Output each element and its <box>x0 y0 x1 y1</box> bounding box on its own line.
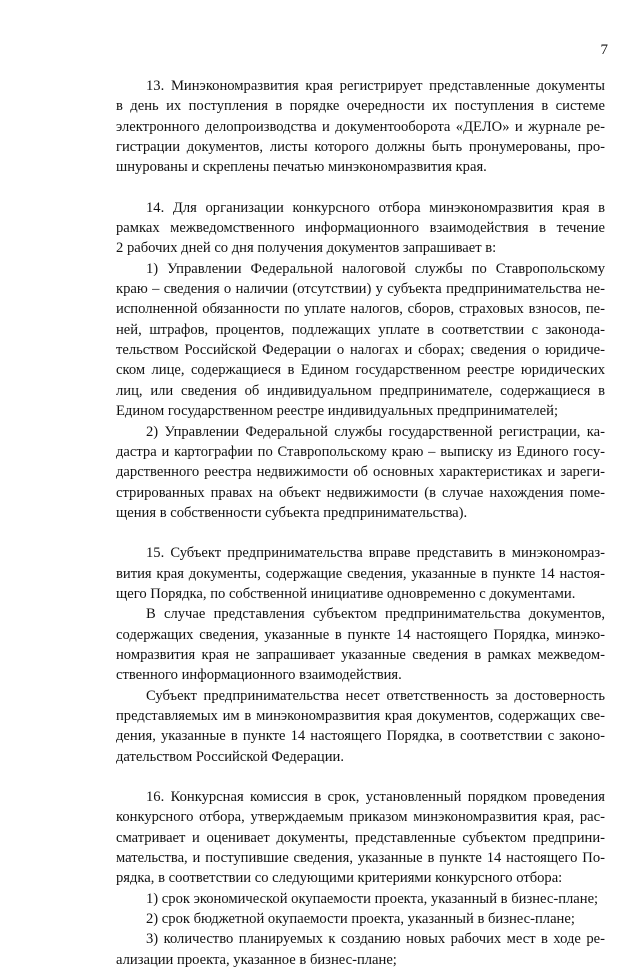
text-line: ализации проекта, указанное в бизнес-плане; <box>116 951 397 968</box>
paragraph-15-part-2 <box>116 604 605 685</box>
text-line: 15. Субъект предпринимательства вправе представить в минэкономраз- <box>146 545 605 562</box>
text-line: содержащих сведения, указанные в пункте 14 настоящего Порядка, минэко- <box>116 626 605 643</box>
text-line: 1) Управлении Федеральной налоговой службы по Ставропольскому <box>146 260 605 277</box>
paragraph-gap <box>116 523 605 543</box>
text-line: В случае представления субъектом предпринимательства документов, <box>146 606 605 623</box>
text-line: дения, указанные в пункте 14 настоящего Порядка, в соответствии с законо- <box>116 728 605 745</box>
text-line: 14. Для организации конкурсного отбора минэкономразвития края в <box>146 199 605 216</box>
text-line: стрированных правах на объект недвижимости (в случае нахождения поме- <box>116 484 605 501</box>
paragraph-14-item-2 <box>116 422 605 524</box>
text-line: представляемых им в минэкономразвития края документов, содержащих све- <box>116 707 605 724</box>
paragraph-14 <box>116 198 605 259</box>
text-line: лиц, или сведения об индивидуальном предпринимателе, содержащиеся в <box>116 382 605 399</box>
text-line: 2) Управлении Федеральной службы государственной регистрации, ка- <box>146 423 605 440</box>
text-line: сматривает и оценивает документы, представленные субъектом предприни- <box>116 829 605 846</box>
text-line: вития края документы, содержащие сведения, указанные в пункте 14 настоя- <box>116 565 605 582</box>
text-line: в день их поступления в порядке очередности их поступления в системе <box>116 98 605 115</box>
text-line: мательства, и поступившие сведения, указанные в пункте 14 настоящего По- <box>116 850 605 867</box>
text-line: конкурсного отбора, утверждаемым приказом минэкономразвития края, рас- <box>116 809 605 826</box>
text-line: Едином государственном реестре индивидуальных предпринимателей; <box>116 403 558 420</box>
text-line: дарственного реестра недвижимости об основных характеристиках и зареги- <box>116 464 605 481</box>
paragraph-16-item-2 <box>116 909 605 929</box>
paragraph-15-part-3 <box>116 686 605 767</box>
paragraph-16 <box>116 787 605 889</box>
text-line: 1) срок экономической окупаемости проекта, указанный в бизнес-плане; <box>146 890 599 907</box>
text-line: 2) срок бюджетной окупаемости проекта, указанный в бизнес-плане; <box>146 911 575 928</box>
text-line: 2 рабочих дней со дня получения документов запрашивает в: <box>116 240 497 257</box>
text-line: краю – сведения о наличии (отсутствии) у субъекта предпринимательства не- <box>116 281 605 298</box>
document-body <box>116 76 605 970</box>
paragraph-gap <box>116 178 605 198</box>
text-line: номразвития края не запрашивает указанные сведения в рамках межведом- <box>116 646 605 663</box>
text-line: ней, штрафов, процентов, подлежащих уплате в соответствии с законода- <box>116 321 605 338</box>
text-line: электронного делопроизводства и документооборота «ДЕЛО» и журнале ре- <box>116 118 605 135</box>
paragraph-13 <box>116 76 605 178</box>
text-line: рядка, в соответствии со следующими критериями конкурсного отбора: <box>116 870 563 887</box>
text-line: Субъект предпринимательства несет ответственность за достоверность <box>146 687 605 704</box>
paragraph-16-item-1 <box>116 889 605 909</box>
text-line: щения в собственности субъекта предпринимательства). <box>116 504 468 521</box>
text-line: ском лице, содержащиеся в Едином государственном реестре юридических <box>116 362 605 379</box>
text-line: шнурованы и скреплены печатью минэкономразвития края. <box>116 159 487 176</box>
text-line: ственного информационного взаимодействия. <box>116 667 402 684</box>
paragraph-16-item-3 <box>116 929 605 970</box>
paragraph-15 <box>116 543 605 604</box>
text-line: рамках межведомственного информационного взаимодействия в течение <box>116 220 605 237</box>
paragraph-14-item-1 <box>116 259 605 422</box>
page-number: 7 <box>600 42 608 58</box>
text-line: 13. Минэкономразвития края регистрирует представленные документы <box>146 78 605 94</box>
text-line: дастра и картографии по Ставропольскому краю – выписку из Единого госу- <box>116 443 605 460</box>
text-line: щего Порядка, по собственной инициативе одновременно с документами. <box>116 585 576 602</box>
paragraph-gap <box>116 767 605 787</box>
text-line: гистрации документов, листы которого должны быть пронумерованы, про- <box>116 139 605 156</box>
text-line: 3) количество планируемых к созданию новых рабочих мест в ходе ре- <box>146 931 605 948</box>
text-line: исполненной обязанности по уплате налогов, сборов, страховых взносов, пе- <box>116 301 605 318</box>
text-line: дательством Российской Федерации. <box>116 748 345 765</box>
text-line: тельством Российской Федерации о налогах и сборах; сведения о юридиче- <box>116 342 605 359</box>
text-line: 16. Конкурсная комиссия в срок, установленный порядком проведения <box>146 789 605 805</box>
